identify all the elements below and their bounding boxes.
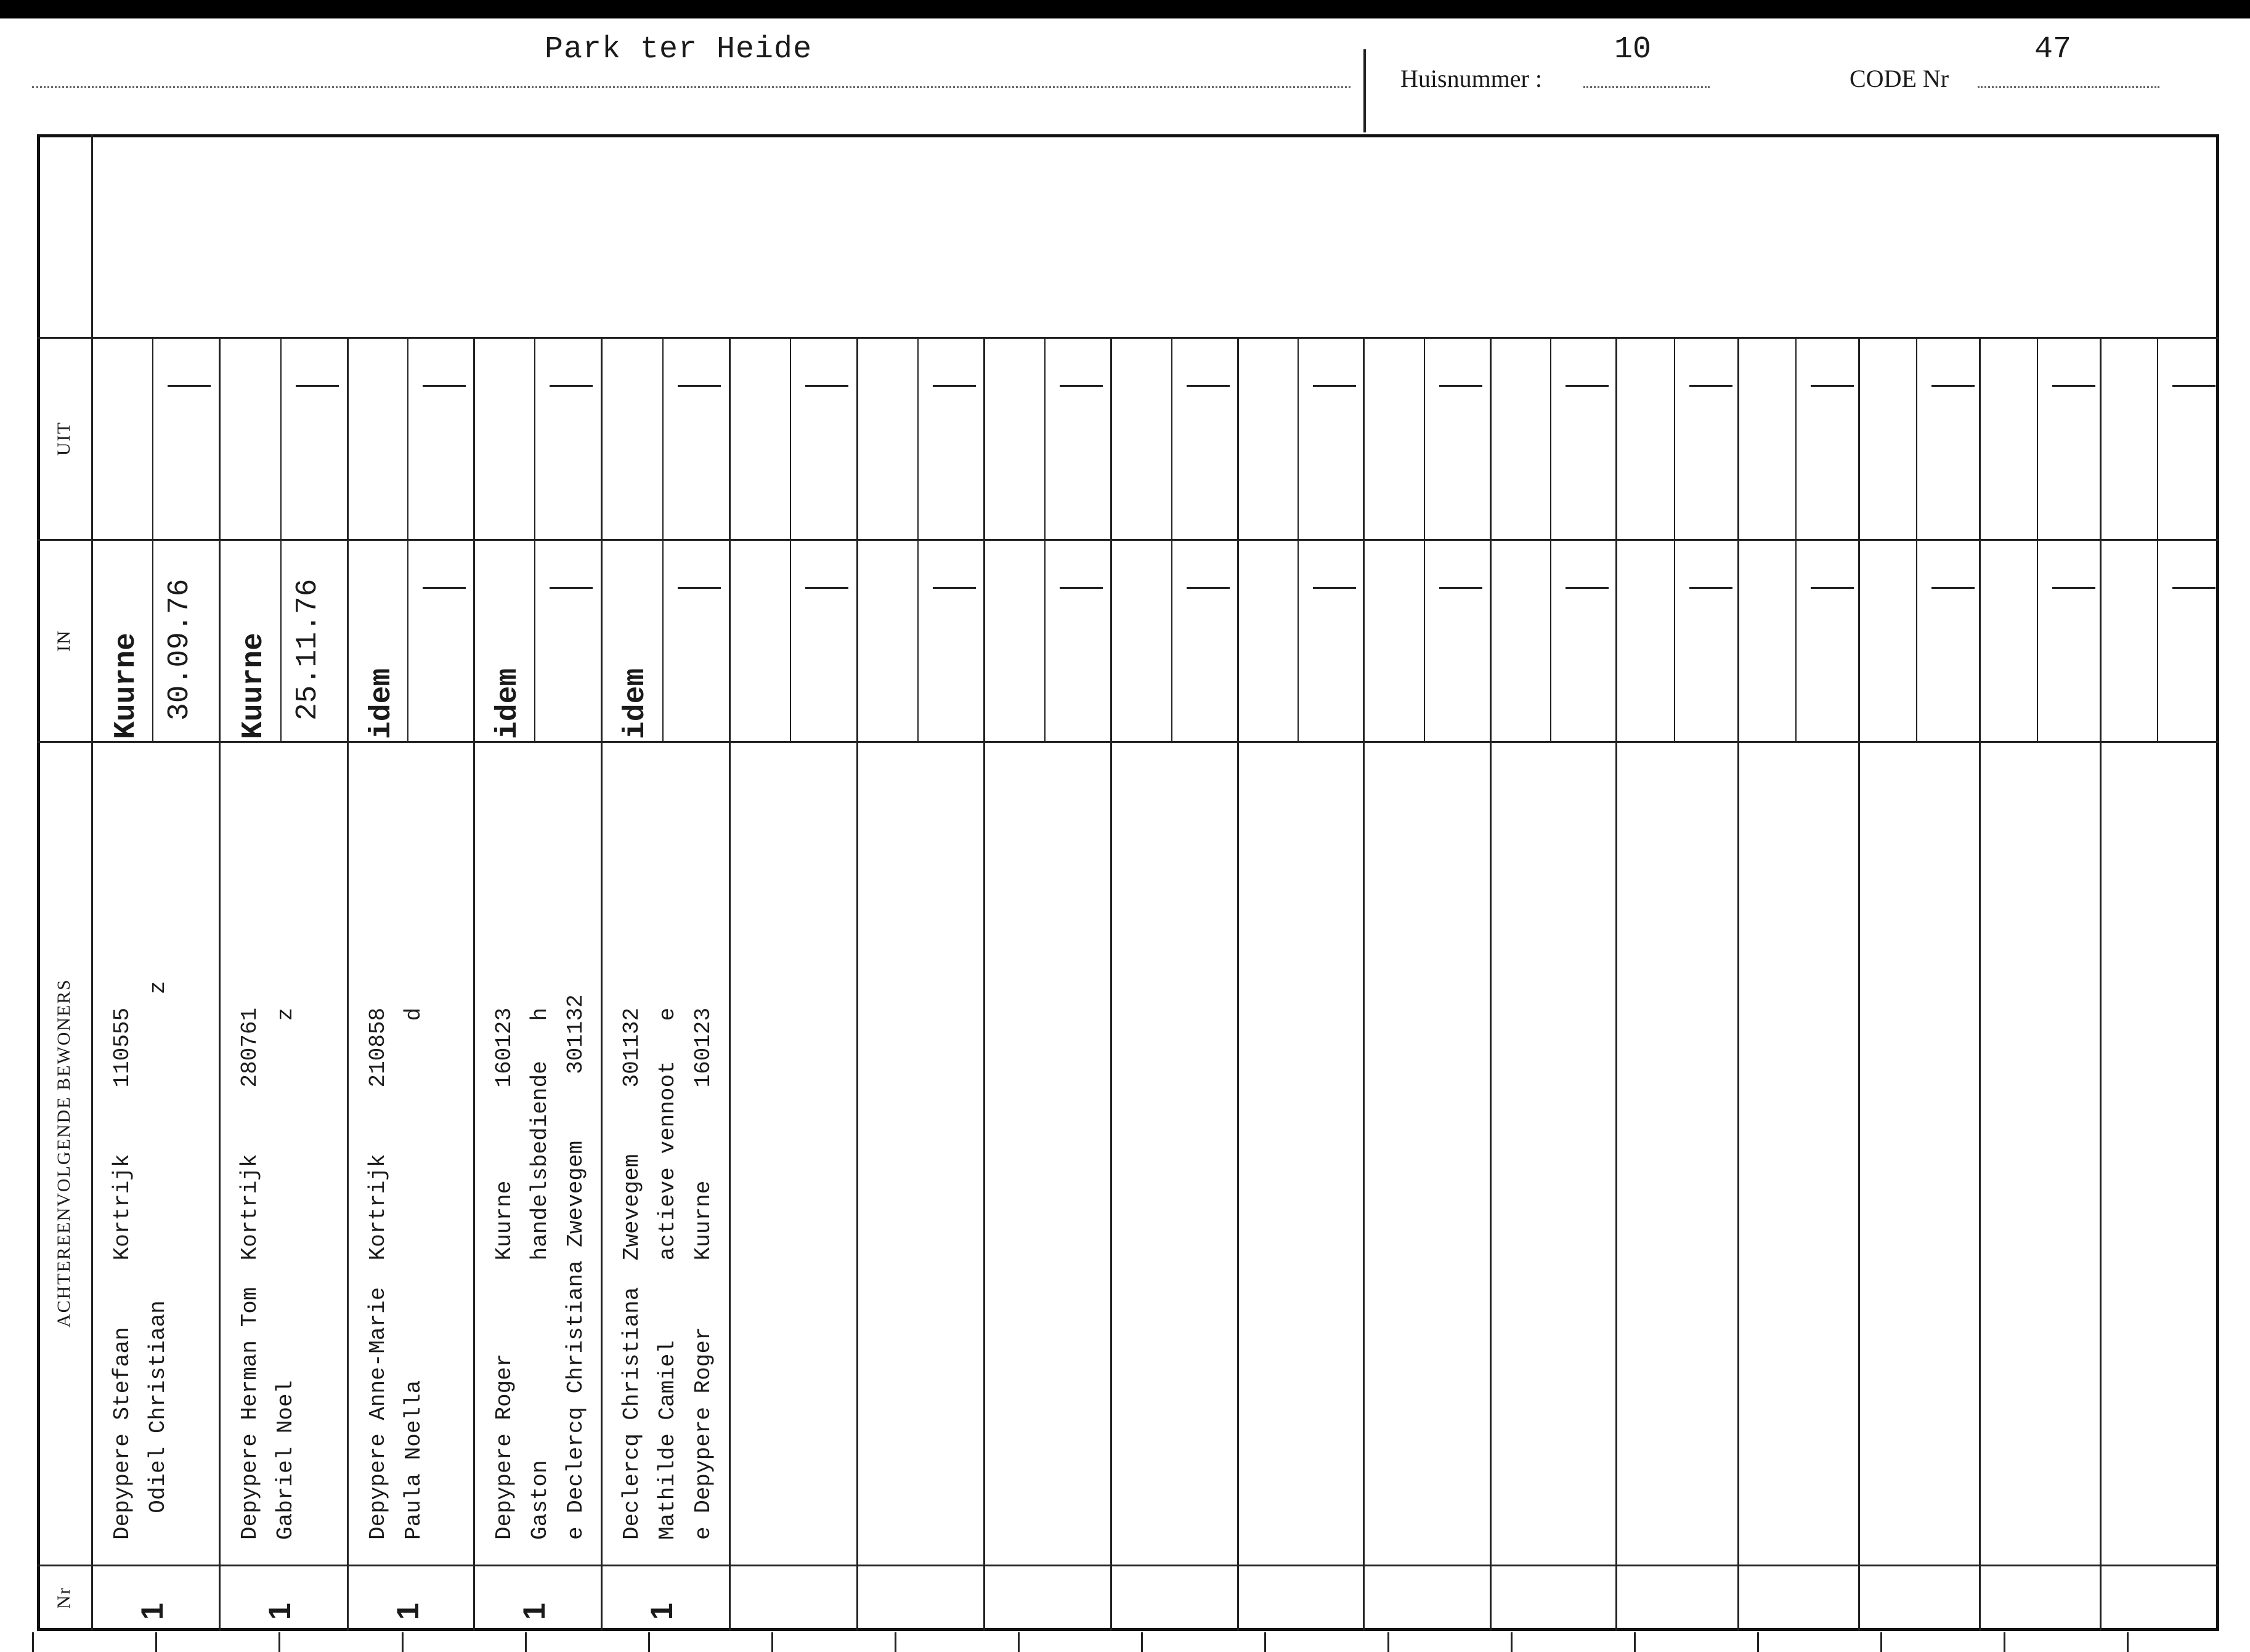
bottom-tick: [2127, 1632, 2129, 1652]
out-dash-mark: [678, 385, 721, 387]
in-place: Kuurne: [237, 633, 270, 739]
out-dash-mark: [168, 385, 211, 387]
sub-column-divider: [1424, 337, 1425, 741]
column-divider: [1110, 337, 1112, 1631]
column-divider: [601, 337, 603, 1631]
sub-column-divider: [1795, 337, 1797, 741]
bottom-tick: [1264, 1632, 1266, 1652]
out-dash-mark: [1187, 385, 1230, 387]
in-dash-mark: [805, 587, 848, 589]
resident-nr: 1: [644, 1603, 679, 1620]
resident-nr: 1: [391, 1603, 425, 1620]
resident-nr: 1: [517, 1603, 551, 1620]
resident-nr: 1: [135, 1603, 169, 1620]
house-number-dotted-line: [1583, 86, 1710, 88]
out-dash-mark: [423, 385, 466, 387]
sub-column-divider: [1916, 337, 1917, 741]
code-value: 47: [2034, 32, 2072, 67]
sub-column-divider: [1674, 337, 1675, 741]
in-place: idem: [492, 668, 525, 739]
street-name: Park ter Heide: [545, 32, 813, 67]
resident-line: Depypere Herman Tom Kortrijk 280761: [237, 1007, 262, 1540]
bottom-tick: [1634, 1632, 1636, 1652]
out-dash-mark: [550, 385, 593, 387]
residents-label: ACHTEREENVOLGENDE BEWONERS: [54, 978, 74, 1328]
column-divider: [856, 337, 858, 1631]
bottom-tick: [2004, 1632, 2005, 1652]
column-divider: [347, 337, 349, 1631]
column-divider: [1237, 337, 1239, 1631]
resident-nr: 1: [262, 1603, 297, 1620]
out-dash-mark: [1060, 385, 1103, 387]
bottom-tick: [1018, 1632, 1020, 1652]
bottom-tick: [895, 1632, 896, 1652]
bottom-tick: [1511, 1632, 1513, 1652]
out-dash-mark: [2052, 385, 2095, 387]
sub-column-divider: [790, 337, 791, 741]
resident-line: Gabriel Noel z: [273, 1007, 298, 1540]
in-date: 25.11.76: [291, 578, 325, 721]
resident-line: e Declercq Christiana Zwevegem 301132: [563, 994, 588, 1540]
resident-line: Depypere Anne-Marie Kortrijk 210858: [365, 1007, 391, 1540]
in-dash-mark: [1187, 587, 1230, 589]
in-dash-mark: [1931, 587, 1975, 589]
bottom-tick: [155, 1632, 157, 1652]
column-divider: [1490, 337, 1492, 1631]
in-dash-mark: [1439, 587, 1482, 589]
sub-column-divider: [662, 337, 664, 741]
bottom-tick: [648, 1632, 650, 1652]
bottom-tick: [32, 1632, 34, 1652]
bottom-tick: [525, 1632, 527, 1652]
nr-label: Nr: [54, 1587, 74, 1609]
out-dash-mark: [805, 385, 848, 387]
sub-column-divider: [1044, 337, 1046, 741]
out-dash-mark: [1811, 385, 1854, 387]
in-label: IN: [54, 630, 74, 652]
in-dash-mark: [933, 587, 976, 589]
column-divider: [983, 337, 985, 1631]
label-column-divider: [91, 134, 93, 1631]
in-place: idem: [619, 668, 652, 739]
out-dash-mark: [1439, 385, 1482, 387]
bottom-tick: [1880, 1632, 1882, 1652]
resident-line: Gaston handelsbediende h: [527, 1007, 553, 1540]
in-dash-mark: [423, 587, 466, 589]
out-dash-mark: [296, 385, 339, 387]
sub-column-divider: [1171, 337, 1172, 741]
in-dash-mark: [678, 587, 721, 589]
nr-top-line: [37, 1565, 2219, 1566]
out-dash-mark: [1931, 385, 1975, 387]
sub-column-divider: [534, 337, 535, 741]
code-dotted-line: [1978, 86, 2159, 88]
resident-line: Paula Noella d: [401, 1007, 426, 1540]
column-divider: [2100, 337, 2102, 1631]
in-place: Kuurne: [110, 633, 143, 739]
street-dotted-line: [32, 86, 1350, 88]
in-dash-mark: [2172, 587, 2215, 589]
resident-line: Depypere Stefaan Kortrijk 110555: [110, 1007, 135, 1540]
in-top-line: [37, 539, 2219, 541]
column-divider: [1858, 337, 1860, 1631]
sub-column-divider: [917, 337, 919, 741]
bottom-tick: [1387, 1632, 1389, 1652]
sub-column-divider: [2037, 337, 2038, 741]
code-label: CODE Nr: [1850, 65, 1949, 92]
out-dash-mark: [1566, 385, 1609, 387]
column-divider: [1737, 337, 1739, 1631]
bottom-tick: [402, 1632, 404, 1652]
resident-line: Odiel Christiaan z: [145, 981, 171, 1540]
bottom-tick: [1757, 1632, 1759, 1652]
in-dash-mark: [1060, 587, 1103, 589]
sub-column-divider: [152, 337, 153, 741]
house-number-value: 10: [1614, 32, 1652, 67]
column-divider: [729, 337, 731, 1631]
resident-line: Depypere Roger Kuurne 160123: [492, 1007, 517, 1540]
resident-line: Mathilde Camiel actieve vennoot e: [655, 1007, 680, 1540]
bottom-tick: [771, 1632, 773, 1652]
sub-column-divider: [280, 337, 282, 741]
sub-column-divider: [1550, 337, 1551, 741]
in-dash-mark: [550, 587, 593, 589]
resident-line: Declercq Christiana Zwevegem 301132: [619, 1007, 644, 1540]
house-number-label: Huisnummer :: [1400, 65, 1542, 92]
out-dash-mark: [1689, 385, 1732, 387]
out-dash-mark: [2172, 385, 2215, 387]
sub-column-divider: [407, 337, 408, 741]
in-dash-mark: [1811, 587, 1854, 589]
header-divider: [1363, 49, 1366, 132]
in-dash-mark: [2052, 587, 2095, 589]
bottom-tick: [1141, 1632, 1143, 1652]
out-dash-mark: [933, 385, 976, 387]
column-divider: [1615, 337, 1617, 1631]
register-frame: [37, 134, 2219, 1631]
sub-column-divider: [2157, 337, 2158, 741]
in-dash-mark: [1689, 587, 1732, 589]
in-dash-mark: [1566, 587, 1609, 589]
in-dash-mark: [1313, 587, 1356, 589]
sub-column-divider: [1298, 337, 1299, 741]
bottom-tick: [278, 1632, 280, 1652]
in-place: idem: [365, 668, 399, 739]
column-divider: [219, 337, 221, 1631]
out-dash-mark: [1313, 385, 1356, 387]
column-divider: [1363, 337, 1365, 1631]
uit-top-line: [37, 337, 2219, 339]
resident-line: e Depypere Roger Kuurne 160123: [691, 1007, 716, 1540]
top-border: [0, 0, 2250, 18]
column-divider: [1979, 337, 1981, 1631]
residents-top-line: [37, 741, 2219, 743]
uit-label: UIT: [54, 421, 74, 456]
column-divider: [473, 337, 475, 1631]
in-date: 30.09.76: [163, 578, 197, 721]
